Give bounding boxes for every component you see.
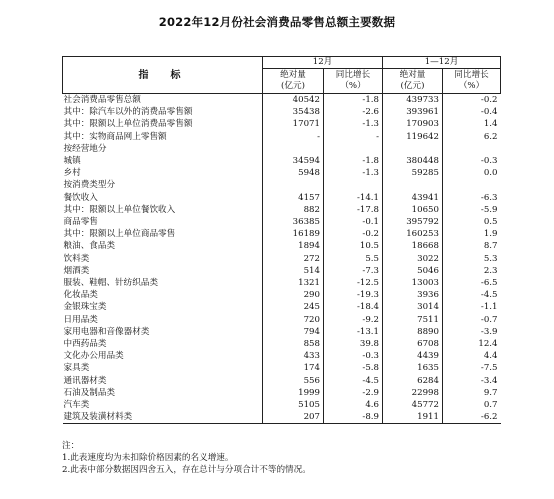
row-name: 家用电器和音像器材类 xyxy=(63,326,263,338)
row-name: 服装、鞋帽、针纺织品类 xyxy=(63,277,263,289)
row-name: 通讯器材类 xyxy=(63,375,263,387)
ytd-growth-cell xyxy=(443,143,501,155)
table-row xyxy=(63,375,501,387)
ytd-growth-cell: -7.5 xyxy=(443,362,501,374)
table-row xyxy=(63,411,501,424)
dec-value-cell: 174 xyxy=(263,362,324,374)
dec-growth-cell: -1.3 xyxy=(324,118,383,130)
row-name: 其中：除汽车以外的消费品零售额 xyxy=(63,106,263,118)
ytd-value-cell: 170903 xyxy=(383,118,443,130)
table-row xyxy=(63,192,501,204)
ytd-growth-cell: 8.7 xyxy=(443,240,501,252)
ytd-growth-cell: 4.4 xyxy=(443,350,501,362)
ytd-growth-cell: -3.4 xyxy=(443,375,501,387)
ytd-growth-cell: 0.5 xyxy=(443,216,501,228)
ytd-value-cell: 45772 xyxy=(383,399,443,411)
dec-value-cell: 433 xyxy=(263,350,324,362)
ytd-value-cell: 4439 xyxy=(383,350,443,362)
ytd-value-cell: 1635 xyxy=(383,362,443,374)
ytd-growth-header: 同比增长 （%） xyxy=(443,69,501,94)
dec-growth-cell: -2.6 xyxy=(324,106,383,118)
ytd-growth-cell: -3.9 xyxy=(443,326,501,338)
ytd-growth-cell: 9.7 xyxy=(443,387,501,399)
ytd-growth-cell: 12.4 xyxy=(443,338,501,350)
december-header: 12月 xyxy=(263,57,383,69)
row-name: 按消费类型分 xyxy=(63,179,263,191)
dec-value-cell: 34594 xyxy=(263,155,324,167)
dec-growth-cell: 10.5 xyxy=(324,240,383,252)
dec-growth-cell: -2.9 xyxy=(324,387,383,399)
ytd-growth-cell: 1.9 xyxy=(443,228,501,240)
dec-growth-cell: -17.8 xyxy=(324,204,383,216)
row-name: 其中：限额以上单位商品零售 xyxy=(63,228,263,240)
ytd-value-cell: 1911 xyxy=(383,411,443,424)
ytd-growth-cell: 5.3 xyxy=(443,253,501,265)
table-row xyxy=(63,167,501,179)
ytd-value-cell: 6284 xyxy=(383,375,443,387)
note-line-2: 2.此表中部分数据因四舍五入，存在总计与分项合计不等的情况。 xyxy=(62,465,311,475)
dec-value-cell: 290 xyxy=(263,289,324,301)
ytd-value-cell: 3014 xyxy=(383,301,443,313)
ytd-growth-cell: 2.3 xyxy=(443,265,501,277)
row-name: 按经营地分 xyxy=(63,143,263,155)
row-name: 餐饮收入 xyxy=(63,192,263,204)
dec-value-cell: 245 xyxy=(263,301,324,313)
ytd-value-cell xyxy=(383,143,443,155)
ytd-value-cell: 5046 xyxy=(383,265,443,277)
ytd-value-cell: 380448 xyxy=(383,155,443,167)
ytd-value-cell: 7511 xyxy=(383,314,443,326)
dec-value-cell: 207 xyxy=(263,411,324,424)
full-year-header: 1—12月 xyxy=(383,57,501,69)
dec-value-cell: 556 xyxy=(263,375,324,387)
dec-value-cell: 272 xyxy=(263,253,324,265)
dec-growth-header: 同比增长 （%） xyxy=(324,69,383,94)
note-line-1: 1.此表速度均为未扣除价格因素的名义增速。 xyxy=(62,453,234,463)
table-row xyxy=(63,228,501,240)
dec-growth-cell: -9.2 xyxy=(324,314,383,326)
ytd-growth-cell: 6.2 xyxy=(443,131,501,143)
dec-growth-cell: -1.8 xyxy=(324,155,383,167)
row-name: 其中：限额以上单位餐饮收入 xyxy=(63,204,263,216)
indicator-header: 指 标 xyxy=(63,57,263,94)
table-row xyxy=(63,179,501,191)
dec-growth-cell xyxy=(324,179,383,191)
table-row xyxy=(63,216,501,228)
dec-growth-cell: -7.3 xyxy=(324,265,383,277)
row-name: 乡村 xyxy=(63,167,263,179)
dec-growth-cell: - xyxy=(324,131,383,143)
dec-value-cell xyxy=(263,143,324,155)
dec-growth-cell: -18.4 xyxy=(324,301,383,313)
table-row xyxy=(63,350,501,362)
row-name: 汽车类 xyxy=(63,399,263,411)
table-body xyxy=(63,94,501,424)
table-row xyxy=(63,362,501,374)
row-name: 社会消费品零售总额 xyxy=(63,94,263,107)
table-row xyxy=(63,314,501,326)
table-row xyxy=(63,399,501,411)
dec-value-cell: 4157 xyxy=(263,192,324,204)
dec-value-cell: 36385 xyxy=(263,216,324,228)
table-row xyxy=(63,106,501,118)
ytd-value-cell: 22998 xyxy=(383,387,443,399)
row-name: 文化办公用品类 xyxy=(63,350,263,362)
row-name: 烟酒类 xyxy=(63,265,263,277)
dec-value-cell: 1894 xyxy=(263,240,324,252)
table-row xyxy=(63,326,501,338)
dec-value-cell: 1321 xyxy=(263,277,324,289)
ytd-growth-cell: -6.5 xyxy=(443,277,501,289)
table-row xyxy=(63,143,501,155)
row-name: 中西药品类 xyxy=(63,338,263,350)
table-row xyxy=(63,387,501,399)
dec-value-cell: 858 xyxy=(263,338,324,350)
retail-sales-table xyxy=(62,56,501,424)
ytd-value-cell: 43941 xyxy=(383,192,443,204)
row-name: 建筑及装潢材料类 xyxy=(63,411,263,424)
table-row xyxy=(63,204,501,216)
ytd-growth-cell: -0.7 xyxy=(443,314,501,326)
dec-value-cell: 16189 xyxy=(263,228,324,240)
dec-growth-cell xyxy=(324,143,383,155)
footnotes xyxy=(62,440,532,476)
notes-label: 注： xyxy=(62,441,80,451)
dec-value-cell: 5105 xyxy=(263,399,324,411)
dec-value-cell: 35438 xyxy=(263,106,324,118)
row-name: 粮油、食品类 xyxy=(63,240,263,252)
row-name: 家具类 xyxy=(63,362,263,374)
ytd-value-header: 绝对量 (亿元) xyxy=(383,69,443,94)
ytd-value-cell: 119642 xyxy=(383,131,443,143)
dec-growth-cell: -0.3 xyxy=(324,350,383,362)
ytd-value-cell: 160253 xyxy=(383,228,443,240)
ytd-growth-cell: -5.9 xyxy=(443,204,501,216)
dec-growth-cell: -4.5 xyxy=(324,375,383,387)
dec-value-cell: 882 xyxy=(263,204,324,216)
table-row xyxy=(63,118,501,130)
table-row xyxy=(63,253,501,265)
table-row xyxy=(63,301,501,313)
dec-value-cell: 5948 xyxy=(263,167,324,179)
ytd-value-cell: 59285 xyxy=(383,167,443,179)
dec-value-header: 绝对量 (亿元) xyxy=(263,69,324,94)
table-row xyxy=(63,289,501,301)
ytd-value-cell: 18668 xyxy=(383,240,443,252)
table-row xyxy=(63,265,501,277)
ytd-value-cell: 393961 xyxy=(383,106,443,118)
ytd-growth-cell: 1.4 xyxy=(443,118,501,130)
dec-value-cell: 17071 xyxy=(263,118,324,130)
row-name: 其中：实物商品网上零售额 xyxy=(63,131,263,143)
row-name: 其中：限额以上单位消费品零售额 xyxy=(63,118,263,130)
dec-growth-cell: -19.3 xyxy=(324,289,383,301)
table-row xyxy=(63,240,501,252)
table-row xyxy=(63,277,501,289)
ytd-value-cell: 13003 xyxy=(383,277,443,289)
ytd-value-cell: 395792 xyxy=(383,216,443,228)
row-name: 饮料类 xyxy=(63,253,263,265)
dec-growth-cell: -8.9 xyxy=(324,411,383,424)
dec-growth-cell: -5.8 xyxy=(324,362,383,374)
dec-growth-cell: -0.2 xyxy=(324,228,383,240)
table-row xyxy=(63,131,501,143)
ytd-growth-cell: -0.4 xyxy=(443,106,501,118)
ytd-value-cell: 3936 xyxy=(383,289,443,301)
dec-growth-cell: -0.1 xyxy=(324,216,383,228)
ytd-value-cell: 439733 xyxy=(383,94,443,107)
table-row xyxy=(63,94,501,107)
ytd-value-cell: 6708 xyxy=(383,338,443,350)
ytd-value-cell: 3022 xyxy=(383,253,443,265)
row-name: 商品零售 xyxy=(63,216,263,228)
row-name: 城镇 xyxy=(63,155,263,167)
ytd-growth-cell: -6.3 xyxy=(443,192,501,204)
dec-growth-cell: -14.1 xyxy=(324,192,383,204)
ytd-growth-cell: -0.3 xyxy=(443,155,501,167)
dec-value-cell: 1999 xyxy=(263,387,324,399)
dec-value-cell: 720 xyxy=(263,314,324,326)
row-name: 化妆品类 xyxy=(63,289,263,301)
dec-value-cell: - xyxy=(263,131,324,143)
table-title: 2022年12月份社会消费品零售总额主要数据 xyxy=(158,15,396,29)
dec-value-cell: 40542 xyxy=(263,94,324,107)
table-row xyxy=(63,155,501,167)
ytd-growth-cell: -0.2 xyxy=(443,94,501,107)
ytd-growth-cell: -6.2 xyxy=(443,411,501,424)
dec-growth-cell: -13.1 xyxy=(324,326,383,338)
dec-value-cell: 514 xyxy=(263,265,324,277)
ytd-value-cell xyxy=(383,179,443,191)
ytd-growth-cell xyxy=(443,179,501,191)
dec-growth-cell: 4.6 xyxy=(324,399,383,411)
ytd-value-cell: 10650 xyxy=(383,204,443,216)
ytd-growth-cell: -1.1 xyxy=(443,301,501,313)
dec-growth-cell: 5.5 xyxy=(324,253,383,265)
dec-growth-cell: -1.8 xyxy=(324,94,383,107)
row-name: 石油及制品类 xyxy=(63,387,263,399)
table-row xyxy=(63,338,501,350)
dec-value-cell xyxy=(263,179,324,191)
row-name: 金银珠宝类 xyxy=(63,301,263,313)
ytd-growth-cell: -4.5 xyxy=(443,289,501,301)
row-name: 日用品类 xyxy=(63,314,263,326)
dec-growth-cell: -12.5 xyxy=(324,277,383,289)
ytd-growth-cell: 0.0 xyxy=(443,167,501,179)
ytd-growth-cell: 0.7 xyxy=(443,399,501,411)
ytd-value-cell: 8890 xyxy=(383,326,443,338)
dec-growth-cell: 39.8 xyxy=(324,338,383,350)
dec-value-cell: 794 xyxy=(263,326,324,338)
dec-growth-cell: -1.3 xyxy=(324,167,383,179)
